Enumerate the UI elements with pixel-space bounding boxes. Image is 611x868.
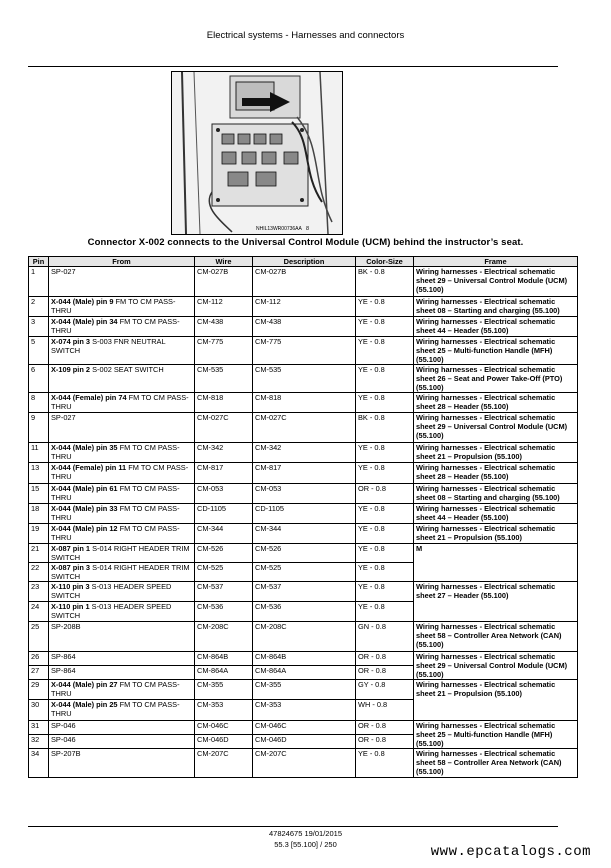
from-cell <box>49 316 195 336</box>
color-size-cell: WH - 0.8 <box>356 700 414 720</box>
pin-cell: 13 <box>29 463 49 483</box>
figure-code: NHIL13WR00736AA <box>256 226 302 232</box>
color-size-cell: YE - 0.8 <box>356 296 414 316</box>
description-cell: CM-053 <box>253 483 356 503</box>
table-row <box>29 267 578 297</box>
from-destination: S-014 RIGHT HEADER TRIM SWITCH <box>51 563 190 582</box>
pin-cell: 15 <box>29 483 49 503</box>
description-cell: CM-525 <box>253 563 356 582</box>
color-size-cell: GN - 0.8 <box>356 622 414 652</box>
pin-cell: 19 <box>29 523 49 543</box>
frame-cell: M <box>414 544 578 582</box>
wire-cell: CM-046D <box>195 734 253 748</box>
wire-cell: CM-818 <box>195 393 253 413</box>
pin-cell: 31 <box>29 720 49 734</box>
from-destination: S-013 HEADER SPEED SWITCH <box>51 602 172 621</box>
description-cell: CM-207C <box>253 748 356 778</box>
from-destination: SP-027 <box>51 267 76 276</box>
from-destination: SP-207B <box>51 748 81 758</box>
color-size-cell: BK - 0.8 <box>356 413 414 443</box>
description-cell: CM-046C <box>253 720 356 734</box>
from-cell <box>49 700 195 720</box>
frame-cell: Wiring harnesses - Electrical schematic sheet 28 – Header (55.100) <box>414 393 578 413</box>
watermark-url: www.epcatalogs.com <box>430 844 591 860</box>
from-destination: FM TO CM PASS-THRU <box>51 523 180 542</box>
from-cell <box>49 734 195 748</box>
pin-cell: 26 <box>29 652 49 666</box>
color-size-cell: BK - 0.8 <box>356 267 414 297</box>
pin-cell: 22 <box>29 563 49 582</box>
from-cell <box>49 652 195 666</box>
from-destination: SP-027 <box>51 413 76 423</box>
wire-cell: CM-027C <box>195 413 253 443</box>
frame-cell: Wiring harnesses - Electrical schematic sheet 08 – Starting and charging (55.100) <box>414 296 578 316</box>
from-destination: SP-208B <box>51 622 81 632</box>
table-row <box>29 544 578 563</box>
wire-cell: CM-342 <box>195 443 253 463</box>
from-destination: SP-864 <box>51 666 76 676</box>
from-connector-pin: X-044 (Male) pin 61 <box>51 483 118 493</box>
color-size-cell: OR - 0.8 <box>356 666 414 680</box>
pin-cell: 27 <box>29 666 49 680</box>
from-destination: SP-046 <box>51 720 76 730</box>
frame-cell: Wiring harnesses - Electrical schematic sheet 21 – Propulsion (55.100) <box>414 680 578 720</box>
wire-cell: CM-353 <box>195 700 253 720</box>
table-row <box>29 365 578 393</box>
color-size-cell: YE - 0.8 <box>356 365 414 393</box>
connector-photo <box>171 71 343 235</box>
description-cell: CM-208C <box>253 622 356 652</box>
from-connector-pin: X-044 (Male) pin 34 <box>51 316 118 326</box>
table-body <box>29 267 578 778</box>
wire-cell: CM-208C <box>195 622 253 652</box>
from-connector-pin: X-044 (Male) pin 27 <box>51 680 118 690</box>
table-row <box>29 582 578 602</box>
description-cell: CM-535 <box>253 365 356 393</box>
color-size-cell: YE - 0.8 <box>356 582 414 602</box>
pin-cell: 3 <box>29 316 49 336</box>
from-connector-pin: X-110 pin 1 <box>51 602 90 612</box>
table-row <box>29 622 578 652</box>
frame-cell: Wiring harnesses - Electrical schematic sheet 21 – Propulsion (55.100) <box>414 523 578 543</box>
from-destination: FM TO CM PASS-THRU <box>51 443 180 462</box>
from-destination: S-002 SEAT SWITCH <box>90 365 164 375</box>
from-connector-pin: X-044 (Female) pin 11 <box>51 463 127 473</box>
from-cell <box>49 365 195 393</box>
frame-cell: Wiring harnesses - Electrical schematic sheet 44 – Header (55.100) <box>414 316 578 336</box>
from-destination: FM TO CM PASS-THRU <box>51 316 180 335</box>
description-cell: CM-027B <box>253 267 356 297</box>
color-size-cell: OR - 0.8 <box>356 483 414 503</box>
description-cell: CM-112 <box>253 296 356 316</box>
table-row <box>29 483 578 503</box>
pin-cell: 24 <box>29 602 49 622</box>
table-row <box>29 316 578 336</box>
description-cell: CM-438 <box>253 316 356 336</box>
pin-cell: 32 <box>29 734 49 748</box>
from-destination: FM TO CM PASS-THRU <box>51 393 189 412</box>
description-cell: CM-536 <box>253 602 356 622</box>
from-cell <box>49 503 195 523</box>
from-destination: FM TO CM PASS-THRU <box>51 483 180 502</box>
frame-cell: Wiring harnesses - Electrical schematic sheet 27 – Header (55.100) <box>414 582 578 622</box>
from-connector-pin: X-044 (Male) pin 9 <box>51 296 114 306</box>
figure-number: 8 <box>306 226 310 232</box>
frame-cell: Wiring harnesses - Electrical schematic sheet 28 – Header (55.100) <box>414 463 578 483</box>
color-size-cell: YE - 0.8 <box>356 748 414 778</box>
from-destination: FM TO CM PASS-THRU <box>51 463 189 482</box>
frame-cell: Wiring harnesses - Electrical schematic sheet 29 – Universal Control Module (UCM) (55.100) <box>414 652 578 680</box>
footer-divider <box>28 826 558 827</box>
from-connector-pin: X-109 pin 2 <box>51 365 91 375</box>
wire-cell: CM-355 <box>195 680 253 700</box>
wire-cell: CM-864A <box>195 666 253 680</box>
description-cell: CM-342 <box>253 443 356 463</box>
from-destination: FM TO CM PASS-THRU <box>51 503 180 522</box>
description-cell: CM-355 <box>253 680 356 700</box>
pin-cell: 5 <box>29 337 49 365</box>
column-header-from: From <box>49 257 195 267</box>
frame-cell: Wiring harnesses - Electrical schematic sheet 25 – Multi-function Handle (MFH) (55.100) <box>414 720 578 748</box>
color-size-cell: YE - 0.8 <box>356 463 414 483</box>
from-destination: FM TO CM PASS-THRU <box>51 700 180 719</box>
color-size-cell: YE - 0.8 <box>356 443 414 463</box>
table-row <box>29 523 578 543</box>
table-row <box>29 393 578 413</box>
from-cell <box>49 582 195 602</box>
pin-cell: 11 <box>29 443 49 463</box>
column-header-description: Description <box>253 257 356 267</box>
color-size-cell: OR - 0.8 <box>356 652 414 666</box>
frame-cell: Wiring harnesses - Electrical schematic sheet 58 – Controller Area Network (CAN) (55.100) <box>414 748 578 778</box>
from-cell <box>49 267 195 297</box>
from-connector-pin: X-044 (Male) pin 35 <box>51 443 118 453</box>
description-cell: CM-817 <box>253 463 356 483</box>
description-cell: CM-537 <box>253 582 356 602</box>
pin-cell: 34 <box>29 748 49 778</box>
table-row <box>29 337 578 365</box>
frame-cell: Wiring harnesses - Electrical schematic sheet 29 – Universal Control Module (UCM) (55.100) <box>414 413 578 443</box>
pin-cell: 23 <box>29 582 49 602</box>
wire-cell: CM-053 <box>195 483 253 503</box>
from-connector-pin: X-074 pin 3 <box>51 337 91 347</box>
table-row <box>29 443 578 463</box>
table-header-row <box>29 257 578 267</box>
wire-cell: CM-112 <box>195 296 253 316</box>
wire-cell: CM-207C <box>195 748 253 778</box>
wire-cell: CM-537 <box>195 582 253 602</box>
frame-cell: Wiring harnesses - Electrical schematic sheet 08 – Starting and charging (55.100) <box>414 483 578 503</box>
column-header-color-size: Color-Size <box>356 257 414 267</box>
pin-cell: 2 <box>29 296 49 316</box>
table-row <box>29 748 578 778</box>
from-cell <box>49 523 195 543</box>
wire-cell: CM-775 <box>195 337 253 365</box>
color-size-cell: YE - 0.8 <box>356 393 414 413</box>
from-cell <box>49 393 195 413</box>
wire-cell: CM-817 <box>195 463 253 483</box>
description-cell: CM-027C <box>253 413 356 443</box>
color-size-cell: OR - 0.8 <box>356 734 414 748</box>
from-cell <box>49 337 195 365</box>
from-connector-pin: X-044 (Female) pin 74 <box>51 393 127 403</box>
from-connector-pin: X-044 (Male) pin 33 <box>51 503 118 513</box>
from-connector-pin: X-044 (Male) pin 25 <box>51 700 118 710</box>
figure-caption: Connector X-002 connects to the Universal Control Module (UCM) behind the instructor’s seat. <box>87 237 524 248</box>
description-cell: CM-818 <box>253 393 356 413</box>
header-divider <box>28 66 558 67</box>
color-size-cell: YE - 0.8 <box>356 544 414 563</box>
description-cell: CM-526 <box>253 544 356 563</box>
ucm-photo-illustration <box>172 72 342 234</box>
from-connector-pin: X-087 pin 1 <box>51 544 91 554</box>
from-cell <box>49 680 195 700</box>
color-size-cell: YE - 0.8 <box>356 563 414 582</box>
wire-cell: CM-535 <box>195 365 253 393</box>
from-connector-pin: X-087 pin 3 <box>51 563 91 573</box>
from-destination: FM TO CM PASS-THRU <box>51 296 176 315</box>
description-cell: CD-1105 <box>253 503 356 523</box>
pin-cell: 29 <box>29 680 49 700</box>
from-connector-pin: X-110 pin 3 <box>51 582 90 592</box>
wire-cell: CM-438 <box>195 316 253 336</box>
from-cell <box>49 602 195 622</box>
column-header-frame: Frame <box>414 257 578 267</box>
table-row <box>29 413 578 443</box>
color-size-cell: YE - 0.8 <box>356 523 414 543</box>
frame-cell: Wiring harnesses - Electrical schematic sheet 29 – Universal Control Module (UCM) (55.100) <box>414 267 578 297</box>
from-destination: FM TO CM PASS-THRU <box>51 680 180 699</box>
from-cell <box>49 483 195 503</box>
from-destination: SP-864 <box>51 652 76 662</box>
from-cell <box>49 443 195 463</box>
description-cell: CM-864B <box>253 652 356 666</box>
table-row <box>29 720 578 734</box>
from-cell <box>49 720 195 734</box>
from-cell <box>49 748 195 778</box>
pin-cell: 1 <box>29 267 49 297</box>
color-size-cell: YE - 0.8 <box>356 316 414 336</box>
from-cell <box>49 622 195 652</box>
table-row <box>29 503 578 523</box>
from-destination: SP-046 <box>51 734 76 744</box>
from-destination: S-003 FNR NEUTRAL SWITCH <box>51 337 166 356</box>
table-row <box>29 652 578 666</box>
from-destination: S-013 HEADER SPEED SWITCH <box>51 582 172 601</box>
from-cell <box>49 463 195 483</box>
color-size-cell: GY - 0.8 <box>356 680 414 700</box>
wire-cell: CM-344 <box>195 523 253 543</box>
column-header-pin: Pin <box>29 257 49 267</box>
table-row <box>29 296 578 316</box>
column-header-wire: Wire <box>195 257 253 267</box>
from-cell <box>49 413 195 443</box>
pin-cell: 9 <box>29 413 49 443</box>
color-size-cell: YE - 0.8 <box>356 503 414 523</box>
frame-cell: Wiring harnesses - Electrical schematic sheet 26 – Seat and Power Take-Off (PTO) (55.100) <box>414 365 578 393</box>
frame-cell: Wiring harnesses - Electrical schematic sheet 21 – Propulsion (55.100) <box>414 443 578 463</box>
table-row <box>29 680 578 700</box>
wire-cell: CM-526 <box>195 544 253 563</box>
wire-cell: CD-1105 <box>195 503 253 523</box>
pin-cell: 25 <box>29 622 49 652</box>
description-cell: CM-775 <box>253 337 356 365</box>
color-size-cell: OR - 0.8 <box>356 720 414 734</box>
frame-cell: Wiring harnesses - Electrical schematic sheet 25 – Multi-function Handle (MFH) (55.100) <box>414 337 578 365</box>
footer-doc-id: 47824675 19/01/2015 <box>269 829 342 838</box>
pin-cell: 30 <box>29 700 49 720</box>
description-cell: CM-353 <box>253 700 356 720</box>
color-size-cell: YE - 0.8 <box>356 337 414 365</box>
footer-page-number: 55.3 [55.100] / 250 <box>274 840 337 849</box>
frame-cell: Wiring harnesses - Electrical schematic sheet 58 – Controller Area Network (CAN) (55.100) <box>414 622 578 652</box>
wire-cell: CM-864B <box>195 652 253 666</box>
pin-cell: 21 <box>29 544 49 563</box>
description-cell: CM-344 <box>253 523 356 543</box>
wire-cell: CM-027B <box>195 267 253 297</box>
table-row <box>29 463 578 483</box>
page-header-title: Electrical systems - Harnesses and connectors <box>206 30 405 41</box>
from-cell <box>49 666 195 680</box>
pin-cell: 8 <box>29 393 49 413</box>
from-connector-pin: X-044 (Male) pin 12 <box>51 523 118 533</box>
wire-cell: CM-536 <box>195 602 253 622</box>
connector-pin-table <box>28 256 578 778</box>
color-size-cell: YE - 0.8 <box>356 602 414 622</box>
pin-cell: 6 <box>29 365 49 393</box>
description-cell: CM-046D <box>253 734 356 748</box>
wire-cell: CM-525 <box>195 563 253 582</box>
from-cell <box>49 296 195 316</box>
from-cell <box>49 563 195 582</box>
from-destination: S-014 RIGHT HEADER TRIM SWITCH <box>51 544 190 563</box>
wire-cell: CM-046C <box>195 720 253 734</box>
pin-cell: 18 <box>29 503 49 523</box>
frame-cell: Wiring harnesses - Electrical schematic sheet 44 – Header (55.100) <box>414 503 578 523</box>
description-cell: CM-864A <box>253 666 356 680</box>
from-cell <box>49 544 195 563</box>
